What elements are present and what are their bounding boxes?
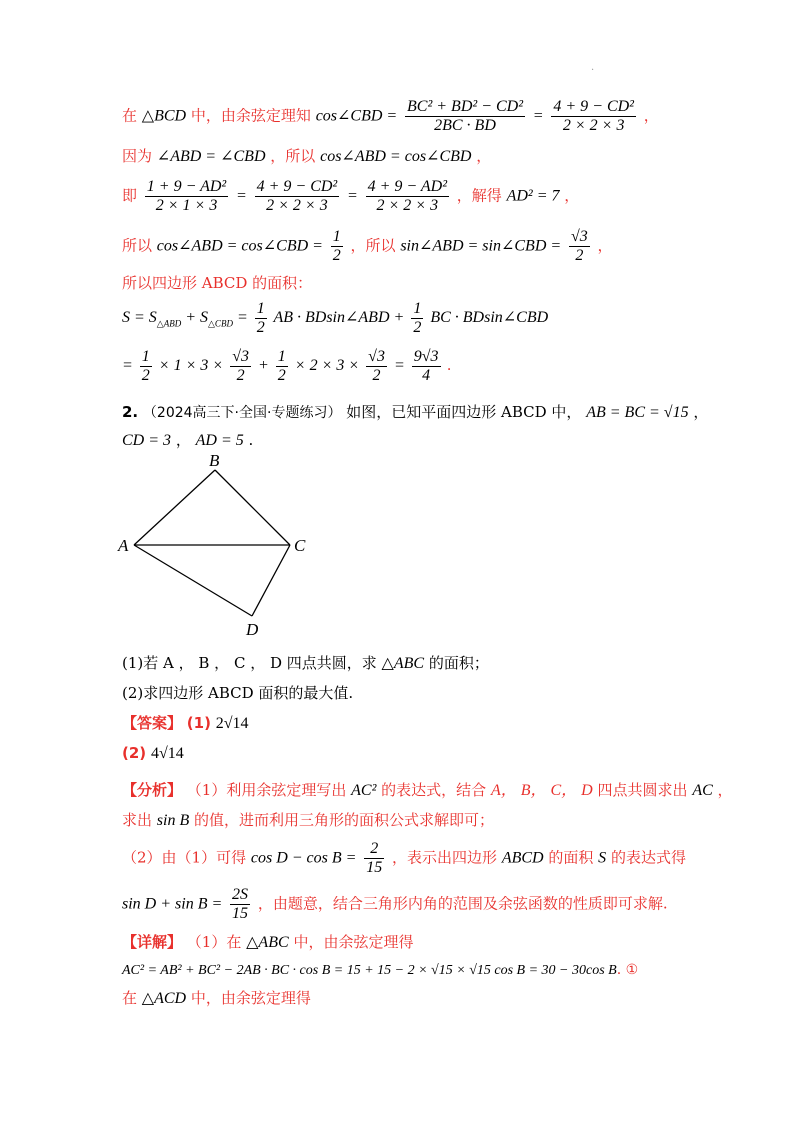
problem-2-stem: 2. （2024高三下·全国·专题练习） 如图，已知平面四边形 ABCD 中， AB = BC = √15 ， [122, 403, 709, 421]
segment-bc [215, 470, 290, 545]
segment-ab [134, 470, 215, 545]
solution-line-4: 所以 cos∠ABD = cos∠CBD = $\frac{1}{2}$ ，所以 sin∠ABD = sin∠CBD = $\frac{√3}{2}$ ， [122, 228, 613, 264]
solution-line-6: $S = S_{\triangle ABD} + S_{\triangle CBD}$ = $\frac{1}{2}$ AB · BDsin∠ABD + $\frac{1}{2}$ BC · BDsin∠CBD [122, 300, 549, 336]
answer-1: 【答案】 (1) 2√14 [122, 714, 249, 732]
question-1: (1)若 A ， B ， C ， D 四点共圆，求 △ABC 的面积； [122, 654, 489, 672]
segment-cd [252, 545, 290, 616]
analysis-line-1: 【分析】 （1）利用余弦定理写出 AC² 的表达式，结合 A， B， C， D 四点共圆求出 AC ， [122, 781, 733, 799]
equation-tag: ① [625, 962, 639, 978]
quadrilateral-figure [112, 452, 322, 642]
label-b: B [209, 452, 220, 470]
detail-line-1: 【详解】 （1）在 △ABC 中，由余弦定理得 [122, 933, 414, 951]
text: 中，由余弦定理知 [190, 106, 311, 125]
question-2: (2)求四边形 ABCD 面积的最大值. [122, 684, 354, 702]
answer-2: (2) 4√14 [122, 744, 184, 762]
solution-line-2: 因为 ∠ABD = ∠CBD ，所以 cos∠ABD = cos∠CBD ， [122, 147, 492, 165]
solution-line-3: 即 $\frac{\text{1 + 9 − AD²}}{2 \times 1 \times 3}$ = $\frac{\text{4 + 9 − CD²}}{2 \times 2 \times 3}$ = $\frac{\text{4 + 9 − AD²}}{2 \times 2 \times 3}$ ，解得 AD² = 7 ， [122, 178, 580, 214]
equals: = [532, 107, 544, 125]
detail-equation-1: AC² = AB² + BC² − 2AB · BC · cos B = 15 + 15 − 2 × √15 × √15 cos B = 30 − 30cos B. ① [122, 962, 639, 978]
solution-line-1: 在 △BCD 中，由余弦定理知 cos∠CBD = $\frac{\text{BC² + BD² − CD²}}{2BC \cdot BD}$ = $\frac{\text{4 + 9 − CD²}}{2 \times 2 \times 3}$ ， [122, 98, 659, 134]
corner-mark: . [591, 62, 595, 73]
solution-line-7: = $\frac{1}{2}$ × 1 × 3 × $\frac{√3}{2}$ + $\frac{1}{2}$ × 2 × 3 × $\frac{√3}{2}$ = $\frac{9√3}{4}$ . [122, 348, 452, 384]
label-d: D [246, 620, 259, 639]
fraction: $\frac{\text{4 + 9 − CD²}}{2 \times 2 \times 3}$ [553, 98, 634, 134]
problem-2-conditions: CD = 3 ， AD = 5 . [122, 431, 254, 449]
text: 在 [122, 106, 138, 125]
analysis-line-2: 求出 sin B 的值，进而利用三角形的面积公式求解即可； [122, 811, 495, 829]
math-tri-bcd: △BCD [141, 107, 187, 125]
segment-ad [134, 545, 252, 616]
label-c: C [294, 536, 306, 555]
analysis-line-3: （2）由（1）可得 cos D − cos B = $\frac{2}{15}$ ，表示出四边形 ABCD 的面积 S 的表达式得 [122, 840, 686, 876]
analysis-line-4: sin D + sin B = $\frac{2S}{15}$ ，由题意，结合三角形内角的范围及余弦函数的性质即可求解. [122, 886, 668, 922]
detail-line-2: 在 △ACD 中，由余弦定理得 [122, 989, 311, 1007]
fraction: $\frac{\text{BC² + BD² − CD²}}{2BC \cdot BD}$ [407, 98, 523, 134]
math-cos: cos∠CBD = [315, 107, 398, 125]
label-a: A [118, 536, 129, 555]
solution-line-5: 所以四边形 ABCD 的面积： [122, 274, 313, 292]
